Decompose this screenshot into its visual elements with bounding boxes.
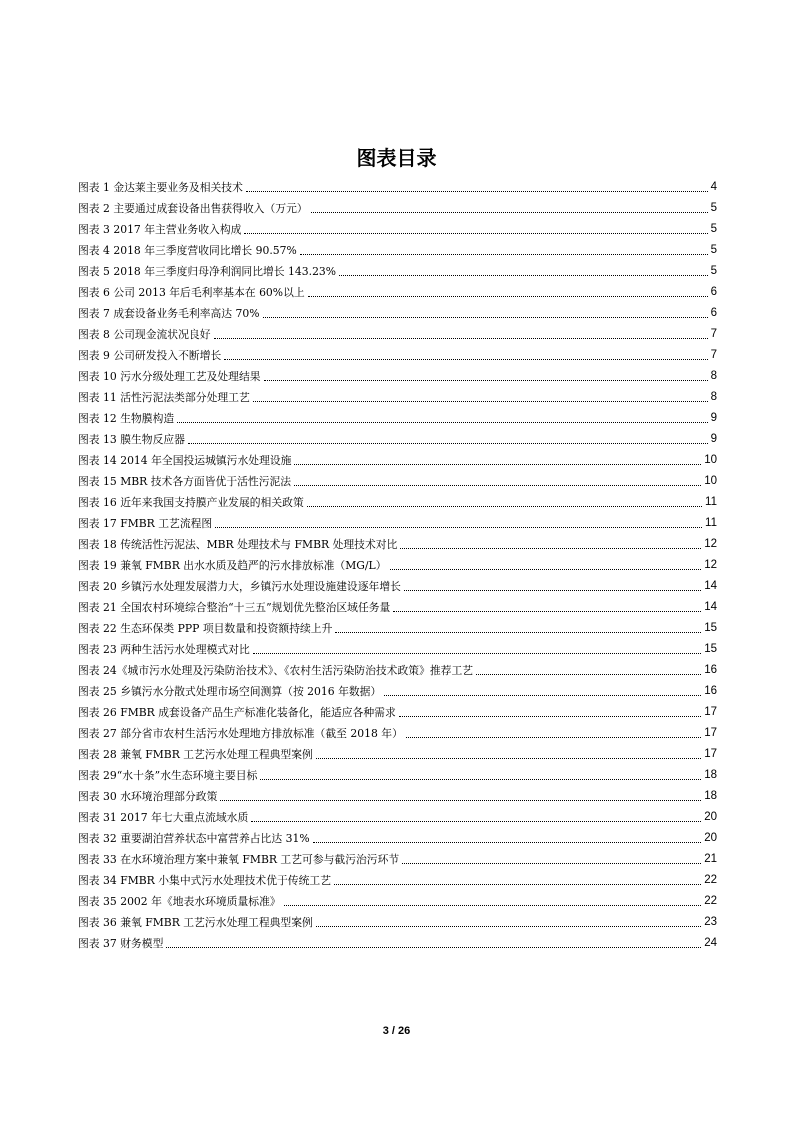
dot-leader [215,526,702,528]
table-of-figures [78,177,717,954]
toc-entry[interactable] [78,870,717,891]
toc-entry-label: 图表 17 FMBR 工艺流程图 [78,517,213,530]
toc-entry-page: 6 [710,286,717,298]
toc-entry[interactable] [78,891,717,912]
toc-entry-page: 18 [704,790,717,802]
dot-leader [263,316,708,318]
toc-entry[interactable] [78,450,717,471]
dot-leader [311,211,708,213]
toc-entry[interactable] [78,912,717,933]
toc-entry-label: 图表 31 2017 年七大重点流域水质 [78,811,249,824]
toc-entry[interactable] [78,723,717,744]
toc-entry-page: 12 [704,538,717,550]
toc-entry[interactable] [78,597,717,618]
toc-entry-page: 5 [710,202,717,214]
dot-leader [284,904,702,906]
toc-entry-label: 图表 16 近年来我国支持膜产业发展的相关政策 [78,496,304,509]
toc-entry-page: 23 [704,916,717,928]
toc-entry[interactable] [78,807,717,828]
dot-leader [335,631,701,633]
toc-entry-page: 21 [704,853,717,865]
toc-entry-page: 14 [704,601,717,613]
dot-leader [339,274,708,276]
toc-entry[interactable] [78,534,717,555]
toc-entry-label: 图表 9 公司研发投入不断增长 [78,349,222,362]
toc-entry-page: 16 [704,664,717,676]
toc-entry-label: 图表 8 公司现金流状况良好 [78,328,211,341]
dot-leader [307,505,702,507]
toc-entry-page: 6 [710,307,717,319]
toc-entry-label: 图表 6 公司 2013 年后毛利率基本在 60%以上 [78,286,305,299]
toc-entry[interactable] [78,681,717,702]
toc-entry-page: 10 [704,475,717,487]
toc-entry-label: 图表 4 2018 年三季度营收同比增长 90.57% [78,244,297,257]
toc-entry-page: 17 [704,706,717,718]
toc-entry-label: 图表 21 全国农村环境综合整治“十三五”规划优先整治区域任务量 [78,601,391,614]
dot-leader [294,463,701,465]
toc-entry-label: 图表 37 财务模型 [78,937,164,950]
toc-entry-page: 9 [710,412,717,424]
toc-entry-page: 5 [710,265,717,277]
toc-entry-page: 24 [704,937,717,949]
dot-leader [390,568,702,570]
dot-leader [177,421,707,423]
toc-entry-page: 16 [704,685,717,697]
dot-leader [253,400,708,402]
toc-entry-page: 14 [704,580,717,592]
toc-entry-page: 17 [704,727,717,739]
toc-entry-label: 图表 15 MBR 技术各方面皆优于活性污泥法 [78,475,292,488]
toc-entry-page: 22 [704,874,717,886]
toc-entry[interactable] [78,849,717,870]
toc-entry-label: 图表 14 2014 年全国投运城镇污水处理设施 [78,454,292,467]
dot-leader [384,694,701,696]
dot-leader [406,736,701,738]
toc-entry-label: 图表 24《城市污水处理及污染防治技术》、《农村生活污染防治技术政策》推荐工艺 [78,664,474,677]
toc-entry-label: 图表 28 兼氧 FMBR 工艺污水处理工程典型案例 [78,748,313,761]
toc-entry[interactable] [78,429,717,450]
toc-entry-page: 15 [704,643,717,655]
toc-entry[interactable] [78,576,717,597]
toc-entry-label: 图表 13 膜生物反应器 [78,433,185,446]
toc-entry-label: 图表 10 污水分级处理工艺及处理结果 [78,370,261,383]
toc-entry[interactable] [78,198,717,219]
dot-leader [244,232,707,234]
dot-leader [316,925,701,927]
toc-entry[interactable] [78,933,717,954]
dot-leader [308,295,708,297]
toc-entry-label: 图表 29“水十条”水生态环境主要目标 [78,769,258,782]
dot-leader [300,253,708,255]
toc-entry-label: 图表 23 两种生活污水处理模式对比 [78,643,250,656]
toc-entry[interactable] [78,555,717,576]
toc-entry[interactable] [78,828,717,849]
dot-leader [214,337,708,339]
toc-entry[interactable] [78,303,717,324]
toc-entry-page: 8 [710,370,717,382]
toc-entry-page: 10 [704,454,717,466]
toc-entry-page: 12 [704,559,717,571]
toc-entry-label: 图表 36 兼氧 FMBR 工艺污水处理工程典型案例 [78,916,313,929]
toc-entry-label: 图表 18 传统活性污泥法、MBR 处理技术与 FMBR 处理技术对比 [78,538,398,551]
dot-leader [393,610,701,612]
toc-entry[interactable] [78,618,717,639]
toc-entry-label: 图表 2 主要通过成套设备出售获得收入（万元） [78,202,308,215]
toc-entry-label: 图表 12 生物膜构造 [78,412,175,425]
toc-entry[interactable] [78,387,717,408]
toc-entry[interactable] [78,345,717,366]
toc-entry[interactable] [78,219,717,240]
dot-leader [404,589,701,591]
dot-leader [253,652,701,654]
dot-leader [246,190,708,192]
toc-entry[interactable] [78,765,717,786]
toc-entry-label: 图表 33 在水环境治理方案中兼氧 FMBR 工艺可参与截污治污环节 [78,853,400,866]
toc-entry-page: 18 [704,769,717,781]
toc-entry[interactable] [78,660,717,681]
toc-entry-page: 4 [710,181,717,193]
page-title: 图表目录 [356,146,437,170]
toc-entry-page: 20 [704,832,717,844]
toc-entry[interactable] [78,408,717,429]
toc-entry-page: 8 [710,391,717,403]
toc-entry[interactable] [78,282,717,303]
toc-entry-page: 22 [704,895,717,907]
dot-leader [260,778,701,780]
toc-entry-label: 图表 5 2018 年三季度归母净利润同比增长 143.23% [78,265,337,278]
dot-leader [220,799,701,801]
toc-entry[interactable] [78,744,717,765]
toc-entry-page: 11 [705,517,717,529]
toc-entry-label: 图表 35 2002 年《地表水环境质量标准》 [78,895,281,908]
toc-entry-page: 5 [710,223,717,235]
toc-entry-page: 9 [710,433,717,445]
toc-entry[interactable] [78,177,717,198]
toc-entry-label: 图表 27 部分省市农村生活污水处理地方排放标准（截至 2018 年） [78,727,403,740]
toc-entry[interactable] [78,240,717,261]
toc-entry-label: 图表 30 水环境治理部分政策 [78,790,218,803]
dot-leader [399,715,701,717]
dot-leader [400,547,701,549]
dot-leader [188,442,708,444]
toc-entry-label: 图表 26 FMBR 成套设备产品生产标准化装备化，能适应各种需求 [78,706,396,719]
dot-leader [334,883,701,885]
toc-entry[interactable] [78,471,717,492]
dot-leader [313,841,702,843]
toc-entry[interactable] [78,261,717,282]
toc-entry-label: 图表 19 兼氧 FMBR 出水水质及趋严的污水排放标准（MG/L） [78,559,387,572]
dot-leader [224,358,707,360]
toc-entry-label: 图表 22 生态环保类 PPP 项目数量和投资额持续上升 [78,622,333,635]
toc-entry-label: 图表 32 重要湖泊营养状态中富营养占比达 31% [78,832,310,845]
toc-entry[interactable] [78,366,717,387]
toc-entry-label: 图表 20 乡镇污水处理发展潜力大，乡镇污水处理设施建设逐年增长 [78,580,401,593]
toc-entry-label: 图表 11 活性污泥法类部分处理工艺 [78,391,250,404]
dot-leader [251,820,701,822]
toc-entry-page: 15 [704,622,717,634]
toc-entry-page: 11 [705,496,717,508]
toc-entry-label: 图表 1 金达莱主要业务及相关技术 [78,181,243,194]
dot-leader [294,484,701,486]
toc-entry[interactable] [78,513,717,534]
dot-leader [264,379,708,381]
toc-entry-label: 图表 3 2017 年主营业务收入构成 [78,223,242,236]
toc-entry-page: 5 [710,244,717,256]
page-number: 3 / 26 [382,1025,411,1037]
toc-entry-page: 7 [710,349,717,361]
toc-entry-label: 图表 7 成套设备业务毛利率高达 70% [78,307,260,320]
toc-entry-page: 7 [710,328,717,340]
toc-entry[interactable] [78,639,717,660]
toc-entry-label: 图表 25 乡镇污水分散式处理市场空间测算（按 2016 年数据） [78,685,382,698]
dot-leader [402,862,701,864]
toc-entry-label: 图表 34 FMBR 小集中式污水处理技术优于传统工艺 [78,874,331,887]
toc-entry[interactable] [78,786,717,807]
toc-entry[interactable] [78,492,717,513]
toc-entry[interactable] [78,702,717,723]
dot-leader [166,946,701,948]
toc-entry-page: 17 [704,748,717,760]
toc-entry-page: 20 [704,811,717,823]
dot-leader [316,757,701,759]
toc-entry[interactable] [78,324,717,345]
dot-leader [476,673,701,675]
